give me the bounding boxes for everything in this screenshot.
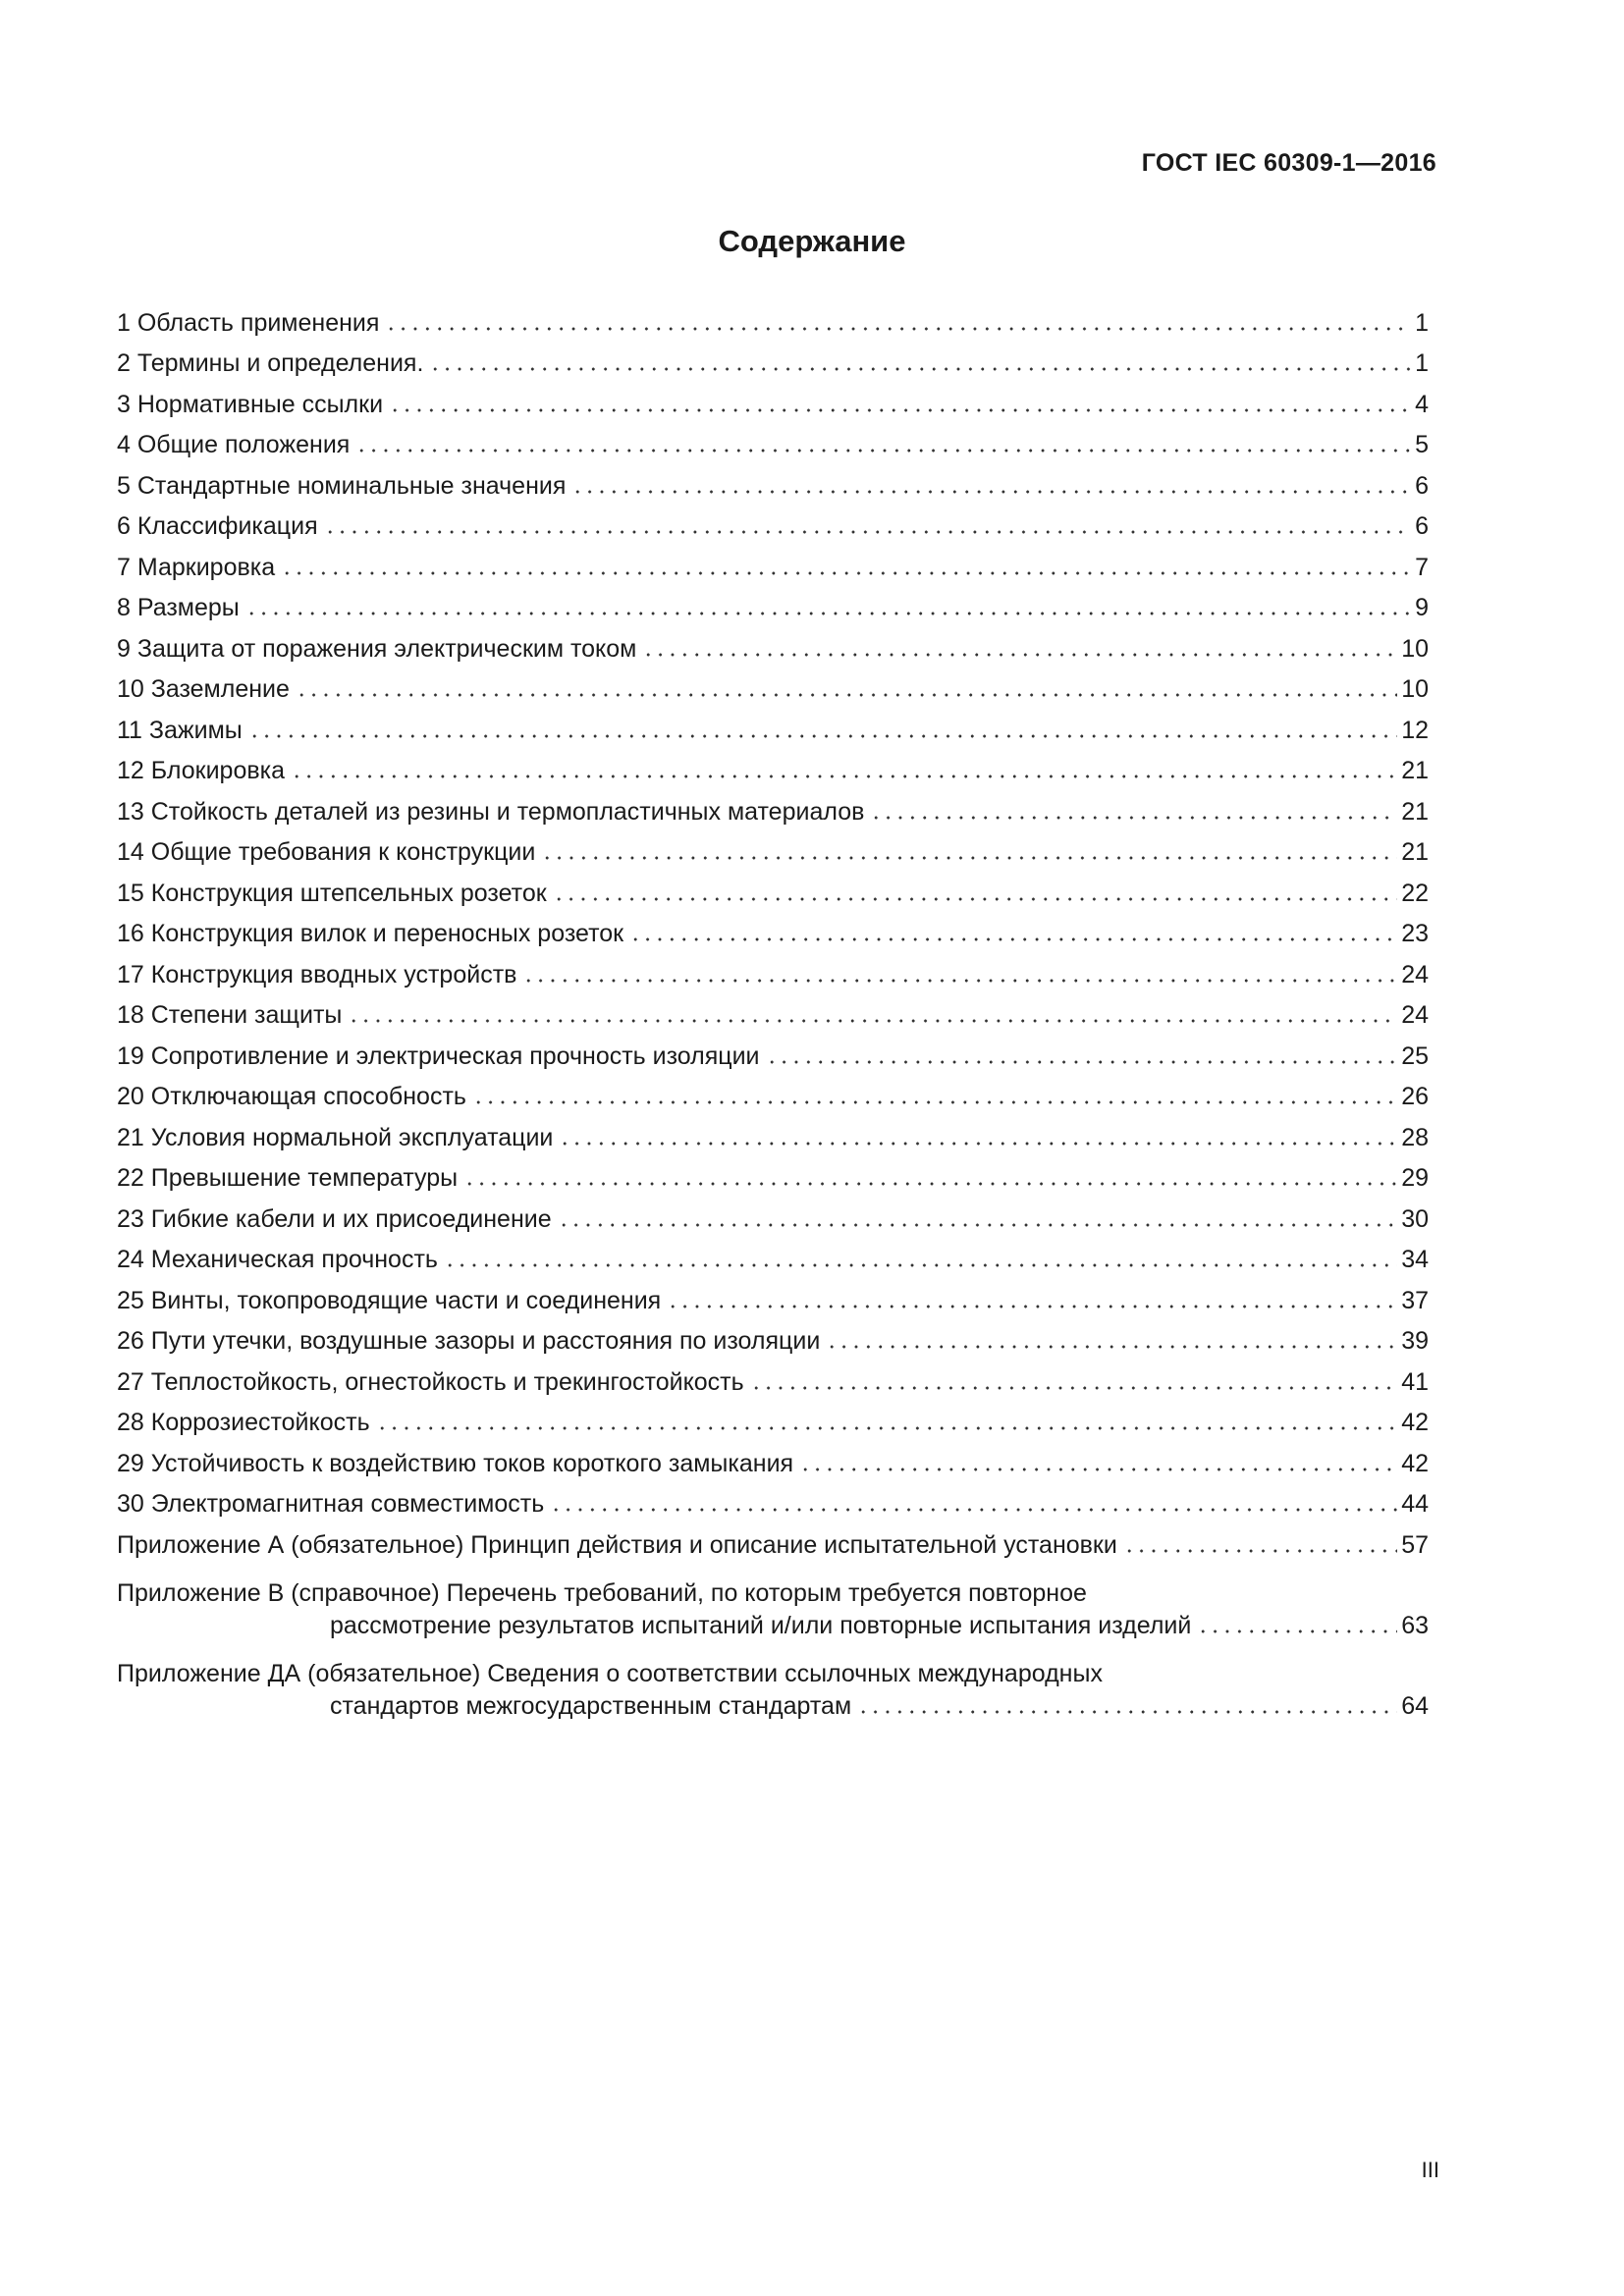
toc-entry-label: 26 Пути утечки, воздушные зазоры и расстояния по изоляции [117, 1327, 821, 1355]
toc-entry-label: 23 Гибкие кабели и их присоединение [117, 1204, 552, 1233]
toc-entry-page: 21 [1401, 838, 1429, 866]
toc-entry[interactable] [117, 459, 1429, 501]
toc-entry-label: 1 Область применения [117, 308, 380, 337]
toc-entry-page: 6 [1415, 471, 1429, 500]
table-of-contents [117, 296, 1429, 1721]
dot-leader [1123, 1549, 1397, 1553]
dot-leader [355, 449, 1411, 453]
toc-entry-label: 24 Механическая прочность [117, 1246, 438, 1273]
toc-entry[interactable] [117, 948, 1429, 989]
toc-entry-page: 44 [1401, 1490, 1429, 1518]
toc-entry[interactable] [117, 1234, 1429, 1275]
dot-leader [1197, 1629, 1397, 1633]
toc-entry-label: 30 Электромагнитная совместимость [117, 1490, 545, 1518]
dot-leader [281, 571, 1411, 575]
dot-leader [826, 1345, 1397, 1349]
dot-leader [870, 816, 1397, 820]
toc-entry-page: 63 [1401, 1611, 1429, 1639]
toc-entry-page: 25 [1401, 1041, 1429, 1070]
toc-entry-label-continued: стандартов межгосударственным стандартам [330, 1691, 852, 1720]
toc-entry-label: 10 Заземление [117, 675, 290, 703]
toc-entry-page: 42 [1401, 1409, 1429, 1436]
toc-entry-page: 9 [1415, 594, 1429, 621]
dot-leader [348, 1019, 1397, 1023]
dot-leader [553, 897, 1398, 901]
dot-leader [296, 693, 1397, 697]
toc-entry-label: 2 Термины и определения. [117, 349, 424, 377]
dot-leader [248, 734, 1397, 738]
toc-entry-page: 4 [1415, 390, 1429, 418]
toc-entry[interactable] [117, 296, 1429, 338]
toc-entry[interactable] [117, 1193, 1429, 1234]
dot-leader [799, 1468, 1397, 1471]
toc-entry-label: 13 Стойкость деталей из резины и термопластичных материалов [117, 797, 865, 826]
toc-entry-page: 12 [1401, 716, 1429, 744]
toc-entry-label: 17 Конструкция вводных устройств [117, 960, 517, 988]
toc-entry[interactable] [117, 704, 1429, 745]
toc-entry-label: 28 Коррозиестойкость [117, 1409, 370, 1436]
toc-entry[interactable] [117, 1315, 1429, 1357]
dot-leader [571, 490, 1411, 494]
toc-entry-label: 5 Стандартные номинальные значения [117, 471, 567, 500]
toc-entry-page: 24 [1401, 960, 1429, 988]
dot-leader [245, 612, 1411, 615]
dot-leader [667, 1305, 1397, 1308]
dot-leader [750, 1386, 1398, 1390]
toc-entry[interactable] [117, 1478, 1429, 1520]
toc-entry-label: 25 Винты, токопроводящие части и соединения [117, 1286, 662, 1314]
toc-entry-page: 10 [1401, 675, 1429, 703]
toc-entry[interactable] [117, 378, 1429, 419]
toc-entry-label: 3 Нормативные ссылки [117, 390, 384, 418]
dot-leader [389, 408, 1411, 412]
toc-entry-page: 34 [1401, 1246, 1429, 1273]
toc-entry[interactable] [117, 419, 1429, 460]
toc-entry[interactable] [117, 1519, 1429, 1560]
toc-entry-label: Приложение В (справочное) Перечень требований, по которым требуется повторное [117, 1578, 1087, 1607]
toc-entry-page: 10 [1401, 634, 1429, 663]
toc-entry-page: 42 [1401, 1449, 1429, 1477]
toc-entry-page: 28 [1401, 1123, 1429, 1151]
toc-entry[interactable] [117, 501, 1429, 542]
dot-leader [324, 530, 1411, 534]
toc-entry-label: 8 Размеры [117, 594, 240, 621]
dot-leader [522, 979, 1397, 983]
toc-entry-label: 18 Степени защиты [117, 1001, 343, 1029]
dot-leader [629, 937, 1397, 941]
toc-entry-label: 15 Конструкция штепсельных розеток [117, 879, 547, 907]
toc-entry[interactable] [117, 1071, 1429, 1112]
toc-entry-label: 16 Конструкция вилок и переносных розеток [117, 920, 624, 947]
toc-entry[interactable] [117, 1437, 1429, 1478]
toc-entry-label: 21 Условия нормальной эксплуатации [117, 1123, 554, 1151]
dot-leader [857, 1710, 1397, 1714]
toc-entry-label-continued: рассмотрение результатов испытаний и/или повторные испытания изделий [330, 1611, 1192, 1639]
dot-leader [463, 1182, 1397, 1186]
dot-leader [385, 327, 1411, 331]
toc-entry-page: 21 [1401, 797, 1429, 826]
toc-entry[interactable] [117, 622, 1429, 664]
dot-leader [642, 653, 1397, 657]
toc-entry[interactable] [117, 582, 1429, 623]
toc-entry[interactable] [117, 1030, 1429, 1071]
toc-entry-page: 37 [1401, 1286, 1429, 1314]
toc-entry[interactable] [117, 1274, 1429, 1315]
toc-entry[interactable] [117, 664, 1429, 705]
toc-entry-label: Приложение А (обязательное) Принцип действия и описание испытательной установки [117, 1530, 1117, 1559]
toc-entry-appendix-da[interactable] [117, 1640, 1429, 1721]
toc-entry-label: 29 Устойчивость к воздействию токов короткого замыкания [117, 1449, 794, 1477]
toc-entry[interactable] [117, 867, 1429, 908]
dot-leader [291, 774, 1397, 778]
toc-entry-label: 27 Теплостойкость, огнестойкость и трекингостойкость [117, 1367, 744, 1396]
toc-entry-page: 30 [1401, 1204, 1429, 1233]
toc-entry[interactable] [117, 338, 1429, 379]
toc-entry-label: 22 Превышение температуры [117, 1164, 459, 1192]
toc-entry-label: 9 Защита от поражения электрическим током [117, 634, 637, 663]
dot-leader [444, 1263, 1397, 1267]
toc-entry[interactable] [117, 785, 1429, 827]
dot-leader [766, 1060, 1398, 1064]
toc-entry-page: 22 [1401, 879, 1429, 907]
toc-entry-label: 20 Отключающая способность [117, 1083, 466, 1110]
toc-entry[interactable] [117, 1111, 1429, 1152]
dot-leader [550, 1508, 1397, 1512]
toc-entry-label: 7 Маркировка [117, 553, 276, 581]
dot-leader [429, 367, 1411, 371]
toc-entry[interactable] [117, 989, 1429, 1031]
toc-entry[interactable] [117, 541, 1429, 582]
toc-entry-page: 29 [1401, 1164, 1429, 1192]
toc-entry-page: 21 [1401, 757, 1429, 784]
toc-entry-page: 7 [1415, 553, 1429, 581]
toc-entry-page: 57 [1401, 1530, 1429, 1559]
toc-entry-label: Приложение ДА (обязательное) Сведения о соответствии ссылочных международных [117, 1659, 1103, 1687]
toc-entry-page: 6 [1415, 512, 1429, 540]
toc-entry[interactable] [117, 908, 1429, 949]
toc-entry-page: 1 [1415, 308, 1429, 337]
toc-entry-label: 19 Сопротивление и электрическая прочность изоляции [117, 1041, 760, 1070]
toc-entry-page: 23 [1401, 920, 1429, 947]
toc-entry-label: 14 Общие требования к конструкции [117, 838, 536, 866]
toc-entry-page: 41 [1401, 1367, 1429, 1396]
dot-leader [541, 856, 1397, 860]
toc-entry-page: 26 [1401, 1083, 1429, 1110]
toc-entry-page: 5 [1415, 431, 1429, 458]
page-title: Содержание [718, 224, 906, 258]
toc-entry[interactable] [117, 745, 1429, 786]
toc-entry[interactable] [117, 1397, 1429, 1438]
dot-leader [559, 1142, 1397, 1146]
toc-entry-label: 4 Общие положения [117, 431, 351, 458]
toc-entry-page: 64 [1401, 1691, 1429, 1720]
toc-entry-label: 12 Блокировка [117, 757, 286, 784]
page-number: III [1421, 2158, 1439, 2182]
toc-entry-page: 39 [1401, 1327, 1429, 1355]
document-code: ГОСТ IEC 60309-1—2016 [1141, 149, 1436, 177]
toc-entry[interactable] [117, 827, 1429, 868]
toc-entry-label: 6 Классификация [117, 512, 318, 540]
dot-leader [558, 1223, 1398, 1227]
toc-entry-page: 24 [1401, 1001, 1429, 1029]
dot-leader [376, 1426, 1398, 1430]
toc-entry-page: 1 [1415, 349, 1429, 377]
toc-entry-label: 11 Зажимы [117, 716, 243, 744]
toc-entry-appendix-b[interactable] [117, 1560, 1429, 1640]
dot-leader [472, 1100, 1397, 1104]
toc-entry[interactable] [117, 1356, 1429, 1397]
toc-entry[interactable] [117, 1152, 1429, 1194]
